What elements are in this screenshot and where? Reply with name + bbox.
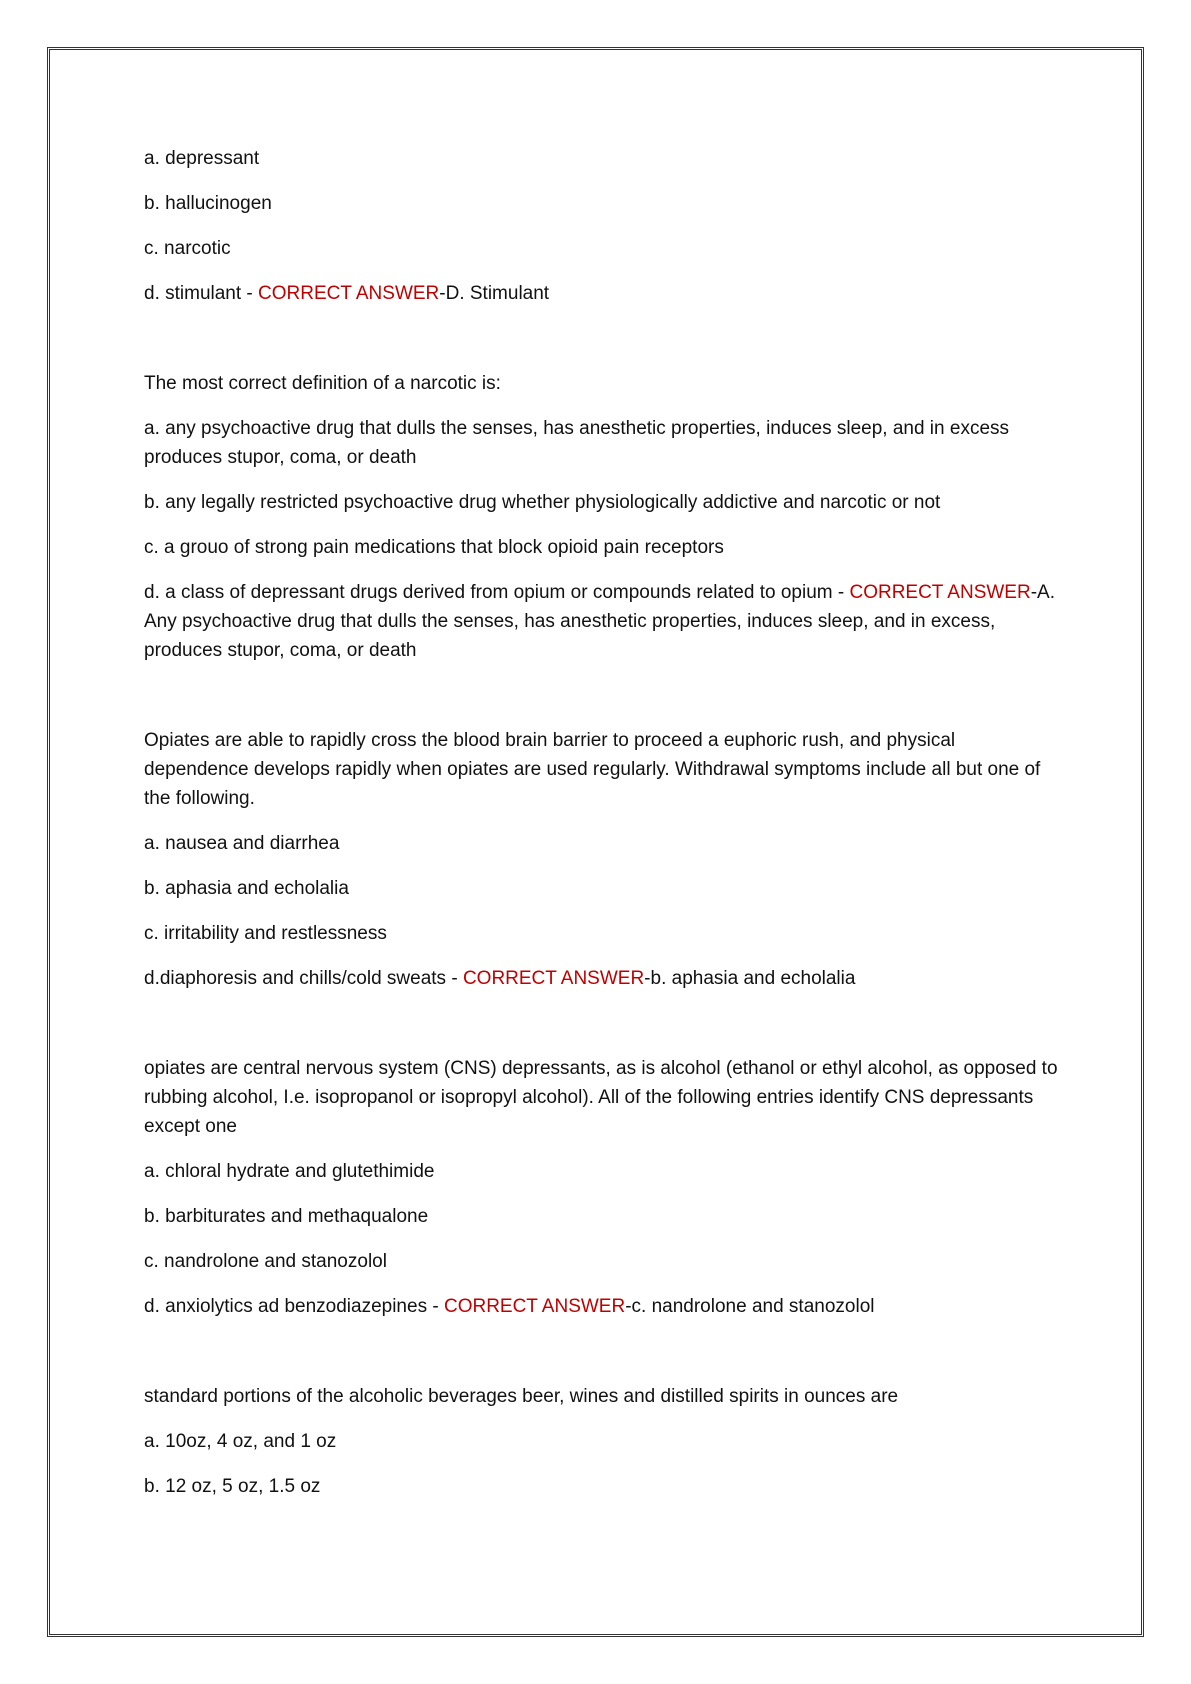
- correct-answer-label: CORRECT ANSWER: [258, 283, 440, 304]
- option-d: d.diaphoresis and chills/cold sweats -: [144, 968, 463, 989]
- question-stem: opiates are central nervous system (CNS) depressants, as is alcohol (ethanol or ethyl alcohol, as opposed to rubbing alcohol, I.e. isopropanol or isopropyl alcohol). All of the following entries identify CNS depressants except one: [144, 1058, 1058, 1137]
- option-d-with-answer: [144, 279, 1064, 308]
- option-d-with-answer: [144, 578, 1064, 665]
- option-a: a. 10oz, 4 oz, and 1 oz: [144, 1431, 337, 1452]
- correct-answer-label: CORRECT ANSWER: [849, 582, 1031, 603]
- option-d-with-answer: [144, 964, 1064, 993]
- question-4: [144, 1054, 1064, 1321]
- option-d: d. stimulant -: [144, 283, 259, 304]
- correct-answer-text: -b. aphasia and echolalia: [644, 968, 856, 989]
- correct-answer-text: -A. Any psychoactive drug that dulls the senses, has anesthetic properties, induces sleep, and in excess, produces stupor, coma, or death: [144, 582, 1055, 661]
- correct-answer-text: -D. Stimulant: [439, 283, 550, 304]
- question-stem: standard portions of the alcoholic beverages beer, wines and distilled spirits in ounces are: [144, 1386, 899, 1407]
- option-c: c. nandrolone and stanozolol: [144, 1251, 387, 1272]
- question-spacer: [144, 1009, 1064, 1054]
- question-3: [144, 726, 1064, 993]
- option-b: b. any legally restricted psychoactive drug whether physiologically addictive and narcotic or not: [144, 492, 941, 513]
- option-a: a. depressant: [144, 148, 260, 169]
- question-stem: Opiates are able to rapidly cross the blood brain barrier to proceed a euphoric rush, and physical dependence develops rapidly when opiates are used regularly. Withdrawal symptoms include all but one of the following.: [144, 730, 1041, 809]
- question-stem: The most correct definition of a narcotic is:: [144, 373, 501, 394]
- option-b: b. barbiturates and methaqualone: [144, 1206, 429, 1227]
- option-a: a. chloral hydrate and glutethimide: [144, 1161, 435, 1182]
- option-d: d. a class of depressant drugs derived from opium or compounds related to opium -: [144, 582, 850, 603]
- option-c: c. irritability and restlessness: [144, 923, 387, 944]
- correct-answer-text: -c. nandrolone and stanozolol: [625, 1296, 875, 1317]
- option-a: a. any psychoactive drug that dulls the senses, has anesthetic properties, induces sleep, and in excess produces stupor, coma, or death: [144, 418, 1010, 468]
- question-spacer: [144, 681, 1064, 726]
- option-c: c. narcotic: [144, 238, 231, 259]
- document-body: [144, 144, 1064, 1517]
- option-b: b. aphasia and echolalia: [144, 878, 349, 899]
- question-5: [144, 1382, 1064, 1501]
- option-d: d. anxiolytics ad benzodiazepines -: [144, 1296, 444, 1317]
- option-d-with-answer: [144, 1292, 1064, 1321]
- question-2: [144, 369, 1064, 665]
- option-c: c. a grouo of strong pain medications that block opioid pain receptors: [144, 537, 724, 558]
- correct-answer-label: CORRECT ANSWER: [443, 1296, 626, 1317]
- option-b: b. 12 oz, 5 oz, 1.5 oz: [144, 1476, 321, 1497]
- question-spacer: [144, 324, 1064, 369]
- option-b: b. hallucinogen: [144, 193, 272, 214]
- option-a: a. nausea and diarrhea: [144, 833, 340, 854]
- correct-answer-label: CORRECT ANSWER: [462, 968, 645, 989]
- question-1: [144, 144, 1064, 308]
- question-spacer: [144, 1337, 1064, 1382]
